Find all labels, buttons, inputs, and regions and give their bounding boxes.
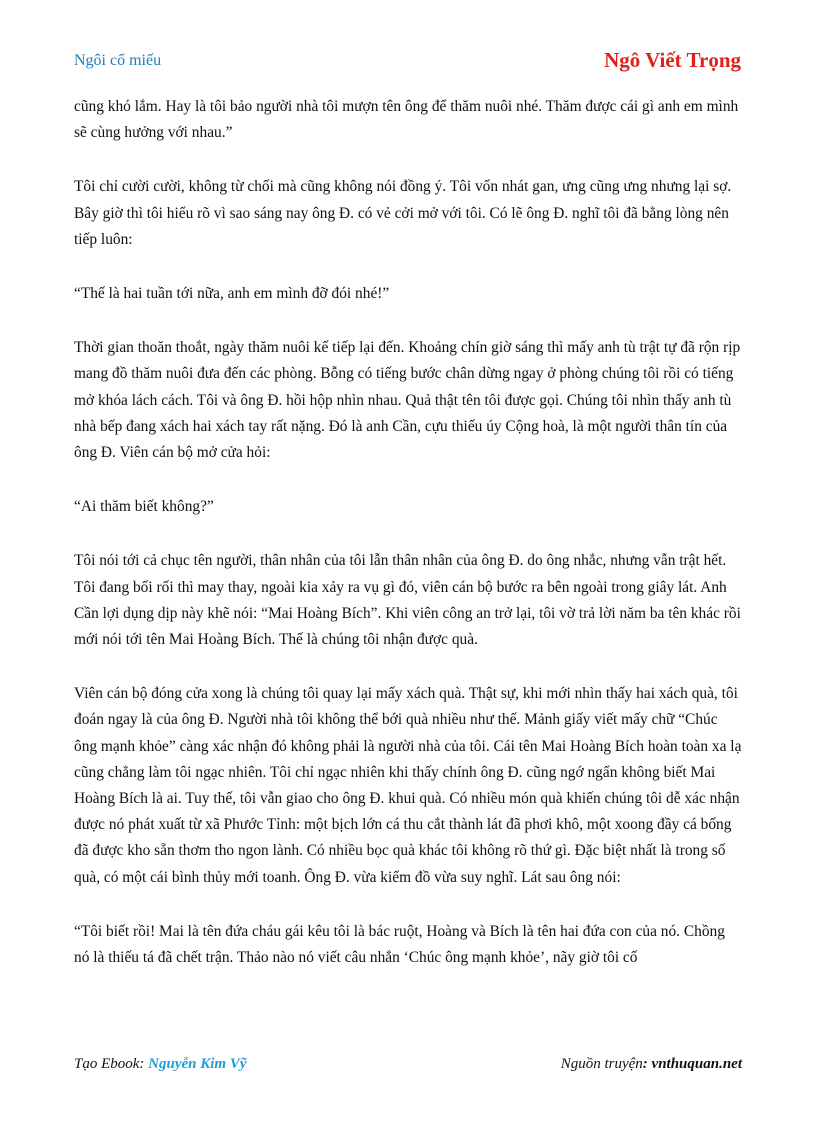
footer-source-label: Nguồn truyện [560, 1056, 643, 1072]
paragraph: Tôi chỉ cười cười, không từ chối mà cũng không nói đồng ý. Tôi vốn nhát gan, ưng cũng ưng nhưng lại sợ. Bây giờ thì tôi hiểu rõ vì sao sáng nay ông Đ. có vẻ cởi mở với tôi. Có lẽ ông Đ. nghĩ tôi đã bằng lòng nên tiếp luôn: [74, 178, 732, 248]
paragraph: “Tôi biết rồi! Mai là tên đứa cháu gái kêu tôi là bác ruột, Hoàng và Bích là tên hai đứa con của nó. Chồng nó là thiếu tá đã chết trận. Thảo nào nó viết câu nhắn ‘Chúc ông mạnh khỏe’, nãy giờ tôi cố [74, 922, 725, 967]
footer-credit-label: Tạo Ebook [74, 1056, 140, 1072]
paragraph: “Ai thăm biết không?” [74, 498, 214, 516]
paragraph: cũng khó lắm. Hay là tôi bảo người nhà tôi mượn tên ông để thăm nuôi nhé. Thăm được cái gì anh em mình sẽ cùng hưởng với nhau.” [74, 98, 739, 142]
book-title: Ngôi cổ miếu [74, 52, 162, 69]
paragraph: Thời gian thoăn thoắt, ngày thăm nuôi kế tiếp lại đến. Khoảng chín giờ sáng thì mấy anh tù trật tự đã rộn rịp mang đồ thăm nuôi đưa đến các phòng. Bỗng có tiếng bước chân dừng ngay ở phòng chúng tôi rồi có tiếng mở khóa lách cách. Tôi và ông Đ. hồi hộp nhìn nhau. Quả thật tên tôi được gọi. Chúng tôi nhìn thấy anh tù nhà bếp đang xách hai xách tay rất nặng. Đó là anh Cần, cựu thiếu úy Cộng hoà, là một người thân tín của ông Đ. Viên cán bộ mở cửa hỏi: [74, 339, 741, 462]
footer-source-site: vnthuquan.net [651, 1056, 742, 1072]
paragraph: “Thế là hai tuần tới nữa, anh em mình đỡ đói nhé!” [74, 285, 390, 303]
footer-source-separator: : [642, 1056, 652, 1072]
footer-credit-separator: : [139, 1056, 149, 1072]
author-name: Ngô Viết Trọng [604, 48, 741, 72]
footer-source [561, 1056, 742, 1073]
paragraph: Tôi nói tới cả chục tên người, thân nhân của tôi lẫn thân nhân của ông Đ. do ông nhắc, nhưng vẫn trật hết. Tôi đang bối rối thì may thay, ngoài kia xảy ra vụ gì đó, viên cán bộ bước ra bên ngoài trong giây lát. Anh Cần lợi dụng dịp này khẽ nói: “Mai Hoàng Bích”. Khi viên công an trở lại, tôi vờ trả lời năm ba tên khác rồi mới nói tới tên Mai Hoàng Bích. Thế là chúng tôi nhận được quà. [74, 552, 741, 649]
footer-credit [74, 1056, 247, 1073]
page-body [74, 94, 742, 999]
page-footer [74, 1056, 742, 1073]
footer-credit-name: Nguyễn Kim Vỹ [148, 1056, 247, 1072]
paragraph: Viên cán bộ đóng cửa xong là chúng tôi quay lại mấy xách quà. Thật sự, khi mới nhìn thấy hai xách quà, tôi đoán ngay là của ông Đ. Người nhà tôi không thể bới quà nhiều như thế. Mảnh giấy viết mấy chữ “Chúc ông mạnh khỏe” càng xác nhận đó không phải là người nhà của tôi. Cái tên Mai Hoàng Bích hoàn toàn xa lạ cũng chẳng làm tôi ngạc nhiên. Tôi chỉ ngạc nhiên khi thấy chính ông Đ. cũng ngớ ngẩn không biết Mai Hoàng Bích là ai. Tuy thế, tôi vẫn giao cho ông Đ. khui quà. Có nhiều món quà khiến chúng tôi dễ xác nhận được nó phát xuất từ xã Phước Tỉnh: một bịch lớn cá thu cắt thành lát đã phơi khô, một xoong đầy cá bống đã được kho sẵn thơm tho ngon lành. Có nhiều bọc quà khác tôi không rõ thứ gì. Đặc biệt nhất là trong số quà, có một cái bình thủy mới toanh. Ông Đ. vừa kiểm đồ vừa suy nghĩ. Lát sau ông nói: [74, 685, 742, 886]
